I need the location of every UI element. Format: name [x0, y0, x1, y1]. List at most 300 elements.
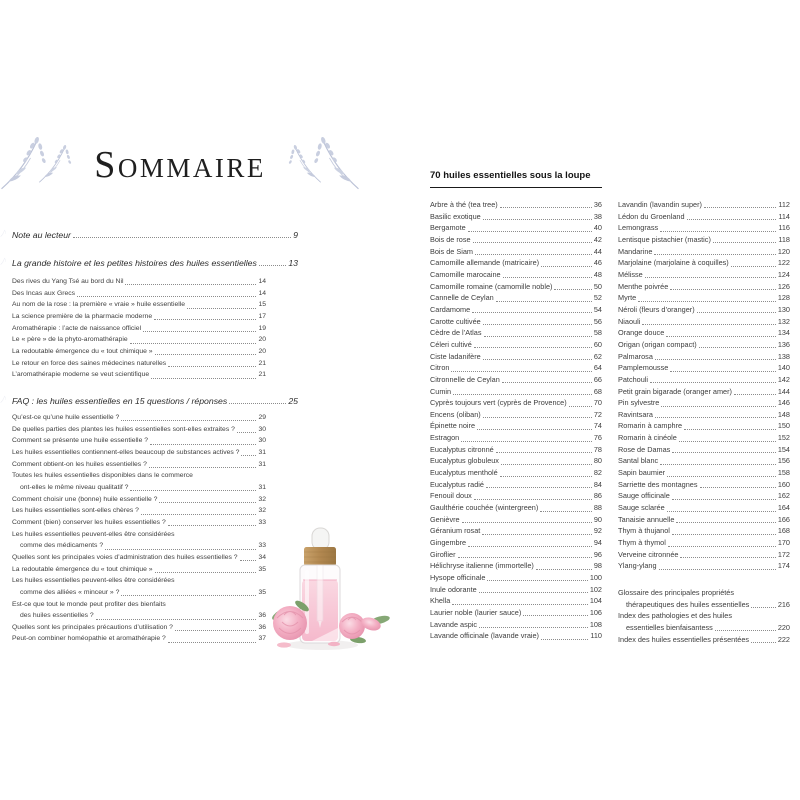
toc-entry-label: Verveine citronnée — [618, 549, 679, 559]
toc-entry — [618, 634, 790, 646]
back-matter-list — [618, 587, 790, 645]
toc-entry-label: Estragon — [430, 433, 460, 443]
dot-leader — [168, 366, 256, 367]
toc-entry-label: Thym à thymol — [618, 538, 666, 548]
toc-entry-label: Néroli (fleurs d’oranger) — [618, 304, 695, 314]
toc-entry-label: Au nom de la rose : la première « vraie » huile essentielle — [12, 301, 186, 309]
toc-entry — [618, 362, 790, 374]
toc-entry — [12, 288, 266, 300]
toc-entry — [430, 537, 602, 549]
sommaire-title-row — [14, 134, 346, 196]
toc-entry — [430, 351, 602, 363]
dot-leader — [143, 331, 256, 332]
toc-entry-label: Toutes les huiles essentielles disponibles dans le commerce — [12, 472, 193, 480]
toc-entry — [430, 339, 602, 351]
toc-entry — [618, 525, 790, 537]
toc-entry-label: comme des alliées « minceur » ? — [20, 588, 120, 596]
toc-entry — [430, 455, 602, 467]
toc-entry-page: 32 — [258, 507, 266, 515]
toc-entry-page: 122 — [777, 258, 790, 268]
toc-entry-label: Eucalyptus citronné — [430, 444, 494, 454]
toc-entry — [430, 281, 602, 293]
toc-entry-label: Gaulthérie couchée (wintergreen) — [430, 503, 539, 513]
toc-entry — [618, 549, 790, 561]
toc-entry-label: Palmarosa — [618, 351, 653, 361]
toc-entry-label: Comment (bien) conserver les huiles essentielles ? — [12, 518, 166, 526]
toc-entry-label: Giroflier — [430, 549, 456, 559]
toc-entry-label: Ciste ladanifère — [430, 351, 481, 361]
toc-section-page: 13 — [288, 258, 298, 268]
toc-entry — [430, 211, 602, 223]
toc-entry-label: Mélisse — [618, 269, 643, 279]
toc-entry-label: Glossaire des principales propriétés — [618, 588, 734, 597]
essential-oil-bottle-photo — [268, 494, 402, 664]
toc-entry-label: Cyprès toujours vert (cyprès de Provence) — [430, 398, 567, 408]
toc-entry-page: 118 — [778, 234, 790, 244]
toc-entry-label: Lentisque pistachier (mastic) — [618, 234, 711, 244]
toc-entry-label: Lavande aspic — [430, 619, 478, 629]
toc-entry-page: 134 — [777, 328, 790, 338]
dot-leader — [496, 452, 592, 453]
toc-entry-label: Sarriette des montagnes — [618, 479, 698, 489]
toc-entry-page: 168 — [777, 526, 790, 536]
toc-entry — [430, 420, 602, 432]
dot-leader — [474, 347, 592, 348]
toc-entry — [12, 299, 266, 311]
toc-entry-label: Des rives du Yang Tsé au bord du Nil — [12, 278, 124, 285]
toc-entry-label: Thym à thujanol — [618, 526, 670, 536]
dot-leader — [540, 511, 592, 512]
dot-leader — [751, 642, 776, 643]
toc-entry — [430, 525, 602, 537]
toc-entry — [430, 304, 602, 316]
toc-entry-page: 138 — [777, 351, 790, 361]
dot-leader — [734, 394, 776, 395]
toc-entry — [12, 334, 266, 346]
dot-leader — [536, 569, 592, 570]
dot-leader — [666, 336, 776, 337]
dot-leader — [541, 266, 592, 267]
dot-leader — [77, 296, 256, 297]
toc-entry-label: Menthe poivrée — [618, 281, 669, 291]
toc-entry — [618, 269, 790, 281]
dot-leader — [175, 630, 256, 631]
toc-entry-label: ont-elles le même niveau qualitatif ? — [20, 483, 129, 491]
toc-entry-page: 74 — [593, 421, 602, 431]
dot-leader — [229, 403, 286, 404]
toc-entry-label: Gingembre — [430, 538, 467, 548]
toc-entry-label: Patchouli — [618, 374, 649, 384]
dot-leader — [473, 242, 592, 243]
toc-entry-page: 98 — [593, 561, 602, 571]
toc-entry-page: 78 — [593, 444, 602, 454]
toc-entry-label: Bois de rose — [430, 234, 471, 244]
toc-entry-page: 37 — [258, 635, 266, 643]
dot-leader — [487, 580, 587, 581]
toc-entry-page: 62 — [593, 351, 602, 361]
toc-entry-page: 60 — [593, 339, 602, 349]
lavender-sprig-icon — [0, 228, 12, 240]
toc-entry-page: 172 — [777, 549, 790, 559]
toc-entry — [618, 502, 790, 514]
toc-entry-page: 96 — [593, 549, 602, 559]
dot-leader — [668, 546, 776, 547]
dot-leader — [462, 522, 592, 523]
dot-leader — [638, 301, 776, 302]
toc-entry-page: 30 — [258, 437, 266, 445]
dot-leader — [474, 499, 592, 500]
toc-entry — [618, 455, 790, 467]
oils-columns — [430, 199, 790, 645]
dot-leader — [73, 237, 291, 238]
dot-leader — [187, 308, 256, 309]
toc-entry-label: thérapeutiques des huiles essentielles — [626, 599, 750, 609]
toc-entry-label: Le « père » de la phyto-aromathérapie — [12, 336, 128, 344]
toc-entry-label: Citronnelle de Ceylan — [430, 374, 500, 384]
toc-entry-page: 146 — [777, 398, 790, 408]
toc-entry-label: Ravintsara — [618, 409, 653, 419]
dot-leader — [141, 514, 256, 515]
toc-entry-page: 54 — [593, 304, 602, 314]
toc-entry-page: 29 — [258, 414, 266, 421]
toc-section-page: 25 — [288, 396, 298, 406]
toc-entry-page: 46 — [593, 258, 602, 268]
toc-entry — [430, 234, 602, 246]
dot-leader — [240, 560, 257, 561]
toc-entry — [12, 633, 266, 645]
toc-entry-label: Fenouil doux — [430, 491, 472, 501]
toc-entry-label: Petit grain bigarade (oranger amer) — [618, 386, 732, 396]
dot-leader — [645, 277, 776, 278]
dot-leader — [483, 359, 592, 360]
dot-leader — [96, 619, 257, 620]
toc-entry — [430, 444, 602, 456]
toc-entry-label: Eucalyptus mentholé — [430, 468, 498, 478]
toc-entry-label: Arbre à thé (tea tree) — [430, 200, 498, 209]
toc-section-label: FAQ : les huiles essentielles en 15 questions / réponses — [12, 396, 228, 406]
dot-leader — [259, 265, 286, 266]
toc-entry — [618, 304, 790, 316]
toc-entry — [618, 610, 790, 633]
toc-entry — [430, 199, 602, 211]
toc-entry-label: Peut-on combiner homéopathie et aromathérapie ? — [12, 635, 166, 643]
toc-entry-label: Bois de Siam — [430, 246, 473, 256]
toc-entry-page: 38 — [593, 211, 602, 221]
toc-entry-label: Niaouli — [618, 316, 641, 326]
dot-leader — [150, 444, 256, 445]
toc-entry — [618, 514, 790, 526]
toc-entry — [618, 316, 790, 328]
toc-entry-page: 58 — [593, 328, 602, 338]
dot-leader — [151, 378, 256, 379]
toc-entry-label: Camomille marocaine — [430, 269, 501, 279]
toc-entry-page: 48 — [593, 269, 602, 279]
toc-entry-page: 160 — [777, 479, 790, 489]
toc-entry-label: Lemongrass — [618, 223, 659, 233]
dot-leader — [670, 289, 776, 290]
toc-entry — [12, 311, 266, 323]
toc-entry-label: Mandarine — [618, 246, 653, 256]
dot-leader — [482, 534, 592, 535]
dot-leader — [523, 615, 588, 616]
toc-entry-label: Sauge sclarée — [618, 503, 665, 513]
toc-entry-page: 102 — [589, 584, 602, 594]
dot-leader — [121, 595, 256, 596]
toc-entry — [430, 549, 602, 561]
toc-entry-page: 158 — [777, 468, 790, 478]
toc-entry-page: 126 — [777, 281, 790, 291]
dot-leader — [486, 487, 592, 488]
page-title: Sommaire — [94, 144, 266, 186]
toc-entry-label: Bergamote — [430, 223, 466, 233]
dot-leader — [661, 406, 775, 407]
oils-section-heading: 70 huiles essentielles sous la loupe — [430, 170, 602, 188]
toc-entry-page: 50 — [593, 281, 602, 291]
dot-leader — [697, 312, 776, 313]
toc-entry — [12, 470, 266, 493]
toc-entry — [430, 397, 602, 409]
toc-entry-label: Santal blanc — [618, 456, 659, 466]
toc-entry — [12, 435, 266, 447]
toc-entry-label: Lédon du Groenland — [618, 211, 685, 221]
toc-entry — [430, 327, 602, 339]
toc-entry — [430, 490, 602, 502]
toc-entry — [12, 505, 266, 517]
toc-entry-page: 76 — [593, 433, 602, 443]
toc-entry — [12, 412, 266, 424]
dot-leader — [155, 354, 257, 355]
toc-entry — [618, 374, 790, 386]
toc-entry-label: Origan (origan compact) — [618, 339, 697, 349]
toc-entry-label: Basilic exotique — [430, 211, 481, 221]
toc-entry-label: Pin sylvestre — [618, 398, 660, 408]
toc-entry-page: 120 — [777, 246, 790, 256]
dot-leader — [241, 455, 256, 456]
toc-entry-page: 40 — [593, 223, 602, 233]
dot-leader — [130, 490, 256, 491]
oils-column-1 — [430, 199, 602, 645]
dot-leader — [704, 207, 776, 208]
toc-entry — [618, 420, 790, 432]
toc-entry-page: 44 — [593, 246, 602, 256]
toc-entry — [618, 292, 790, 304]
toc-entry-page: 164 — [777, 503, 790, 513]
toc-entry-page: 108 — [589, 619, 602, 629]
toc-entry-page: 92 — [593, 526, 602, 536]
toc-entry — [618, 560, 790, 572]
toc-entry-page: 156 — [777, 456, 790, 466]
toc-entry-page: 82 — [593, 468, 602, 478]
toc-entry-page: 19 — [258, 324, 266, 332]
toc-entry-page: 106 — [589, 607, 602, 617]
dot-leader — [453, 394, 592, 395]
dot-leader — [655, 359, 776, 360]
toc-entry-page: 17 — [258, 312, 266, 320]
toc-entry — [430, 595, 602, 607]
toc-entry-label: La redoutable émergence du « tout chimique » — [12, 347, 153, 355]
toc-entry-page: 170 — [777, 538, 790, 548]
toc-entry — [618, 432, 790, 444]
toc-entry-page: 154 — [777, 444, 790, 454]
toc-entry-page: 32 — [258, 495, 266, 503]
toc-entry-label: Comment se présente une huile essentielle ? — [12, 437, 149, 445]
toc-entry-page: 90 — [593, 514, 602, 524]
toc-entry-label: Myrte — [618, 293, 637, 303]
toc-entry-page: 36 — [258, 612, 266, 620]
toc-entry-label: essentielles bienfaisantess — [626, 622, 713, 632]
dot-leader — [168, 525, 257, 526]
dot-leader — [670, 371, 776, 372]
lavender-sprig-icon — [0, 134, 86, 196]
toc-entry — [430, 467, 602, 479]
dot-leader — [672, 452, 775, 453]
toc-entry — [618, 386, 790, 398]
toc-entry-page: 116 — [778, 223, 790, 233]
toc-entry-label: Cardamome — [430, 304, 471, 314]
toc-entry-page: 84 — [593, 479, 602, 489]
toc-entry-page: 36 — [593, 200, 602, 209]
dot-leader — [461, 441, 592, 442]
toc-entry-label: Ylang-ylang — [618, 561, 657, 571]
dot-leader — [484, 336, 592, 337]
dot-leader — [130, 343, 257, 344]
toc-entry-label: Index des pathologies et des huiles — [618, 611, 732, 621]
toc-entry-label: Lavandin (lavandin super) — [618, 200, 702, 209]
dot-leader — [452, 604, 588, 605]
toc-entry-page: 220 — [777, 622, 790, 632]
toc-entry-page: 72 — [593, 409, 602, 419]
toc-entry-page: 222 — [777, 634, 790, 644]
toc-entry — [618, 211, 790, 223]
toc-entry — [12, 447, 266, 459]
toc-entry — [618, 327, 790, 339]
dot-leader — [642, 324, 776, 325]
toc-entry-page: 132 — [777, 316, 790, 326]
toc-entry — [430, 514, 602, 526]
toc-entry-label: Orange douce — [618, 328, 665, 338]
lavender-sprig-icon — [274, 134, 362, 196]
toc-section-note — [12, 230, 298, 240]
toc-entry-label: Les huiles essentielles sont-elles chères ? — [12, 507, 139, 515]
toc-entry-page: 21 — [258, 371, 266, 379]
toc-entry-label: Sapin baumier — [618, 468, 666, 478]
dot-leader — [154, 319, 256, 320]
toc-entry — [12, 346, 266, 358]
toc-entry-page: 31 — [258, 460, 266, 468]
dot-leader — [655, 417, 776, 418]
toc-entry — [430, 316, 602, 328]
toc-entry-label: De quelles parties des plantes les huiles essentielles sont-elles extraites ? — [12, 425, 235, 433]
dot-leader — [554, 289, 591, 290]
dot-leader — [472, 312, 592, 313]
dot-leader — [503, 277, 592, 278]
toc-entry-label: Comment obtient-on les huiles essentielles ? — [12, 460, 147, 468]
toc-section-label: Note au lecteur — [12, 230, 71, 240]
toc-entry — [618, 479, 790, 491]
dot-leader — [483, 417, 592, 418]
toc-entry-label: Hysope officinale — [430, 573, 486, 582]
toc-entry-page: 152 — [777, 433, 790, 443]
toc-entry — [618, 234, 790, 246]
dot-leader — [751, 607, 775, 608]
toc-entry-label: Laurier noble (laurier sauce) — [430, 607, 522, 617]
toc-entry-label: Comment choisir une (bonne) huile essentielle ? — [12, 495, 158, 503]
dot-leader — [715, 630, 776, 631]
toc-entry — [618, 587, 790, 610]
toc-entry-label: Romarin à camphre — [618, 421, 683, 431]
toc-entry — [12, 517, 266, 529]
toc-entry-page: 36 — [258, 623, 266, 631]
toc-entry-page: 130 — [777, 304, 790, 314]
toc-entry-label: Inule odorante — [430, 584, 477, 594]
dot-leader — [155, 572, 257, 573]
toc-entry-label: Camomille allemande (matricaire) — [430, 258, 540, 268]
dot-leader — [500, 476, 592, 477]
dot-leader — [121, 420, 256, 421]
toc-entry-page: 110 — [590, 631, 602, 641]
dot-leader — [650, 382, 776, 383]
toc-entry-label: Le retour en force des saines médecines naturelles — [12, 359, 167, 367]
toc-entry — [430, 479, 602, 491]
toc-section-page: 9 — [293, 230, 298, 240]
toc-entry — [12, 564, 266, 576]
toc-entry-page: 94 — [593, 538, 602, 548]
dot-leader — [458, 557, 592, 558]
dot-leader — [125, 284, 256, 285]
dot-leader — [700, 487, 776, 488]
toc-entry — [430, 560, 602, 572]
dot-leader — [237, 432, 257, 433]
toc-entry-label: comme des médicaments ? — [20, 542, 104, 550]
toc-entry — [430, 432, 602, 444]
toc-entry — [12, 323, 266, 335]
lavender-sprig-icon — [0, 394, 12, 406]
toc-section-label: La grande histoire et les petites histoires des huiles essentielles — [12, 258, 257, 268]
toc-entry-page: 33 — [258, 518, 266, 526]
oils-column-2 — [618, 199, 790, 645]
toc-entry — [430, 386, 602, 398]
toc-entry-page: 68 — [593, 386, 602, 396]
toc-entry — [430, 257, 602, 269]
toc-entry — [618, 199, 790, 211]
dot-leader — [713, 242, 776, 243]
toc-entry — [618, 222, 790, 234]
toc-entry — [618, 339, 790, 351]
toc-entry — [12, 552, 266, 564]
dot-leader — [667, 476, 776, 477]
dot-leader — [699, 347, 776, 348]
toc-entry-page: 31 — [258, 448, 266, 456]
toc-entry-label: Est-ce que tout le monde peut profiter des bienfaits — [12, 600, 166, 608]
toc-entry-label: L’aromathérapie moderne se veut scientifique — [12, 371, 150, 379]
toc-entry-label: Citron — [430, 363, 450, 373]
toc-section-history — [12, 258, 298, 268]
toc-entry-page: 100 — [589, 573, 602, 582]
toc-entry-page: 34 — [258, 553, 266, 561]
dot-leader — [731, 266, 776, 267]
toc-entry-page: 21 — [258, 359, 266, 367]
dot-leader — [660, 464, 776, 465]
toc-entry-label: Qu’est-ce qu’une huile essentielle ? — [12, 414, 120, 421]
dot-leader — [541, 639, 588, 640]
toc-entry-page: 80 — [593, 456, 602, 466]
toc-entry-label: Cannelle de Ceylan — [430, 293, 494, 303]
toc-entry-page: 114 — [778, 211, 790, 221]
toc-entry-label: Sauge officinale — [618, 491, 670, 501]
toc-entry-page: 88 — [593, 503, 602, 513]
toc-entry — [430, 630, 602, 642]
toc-entry — [12, 369, 266, 381]
